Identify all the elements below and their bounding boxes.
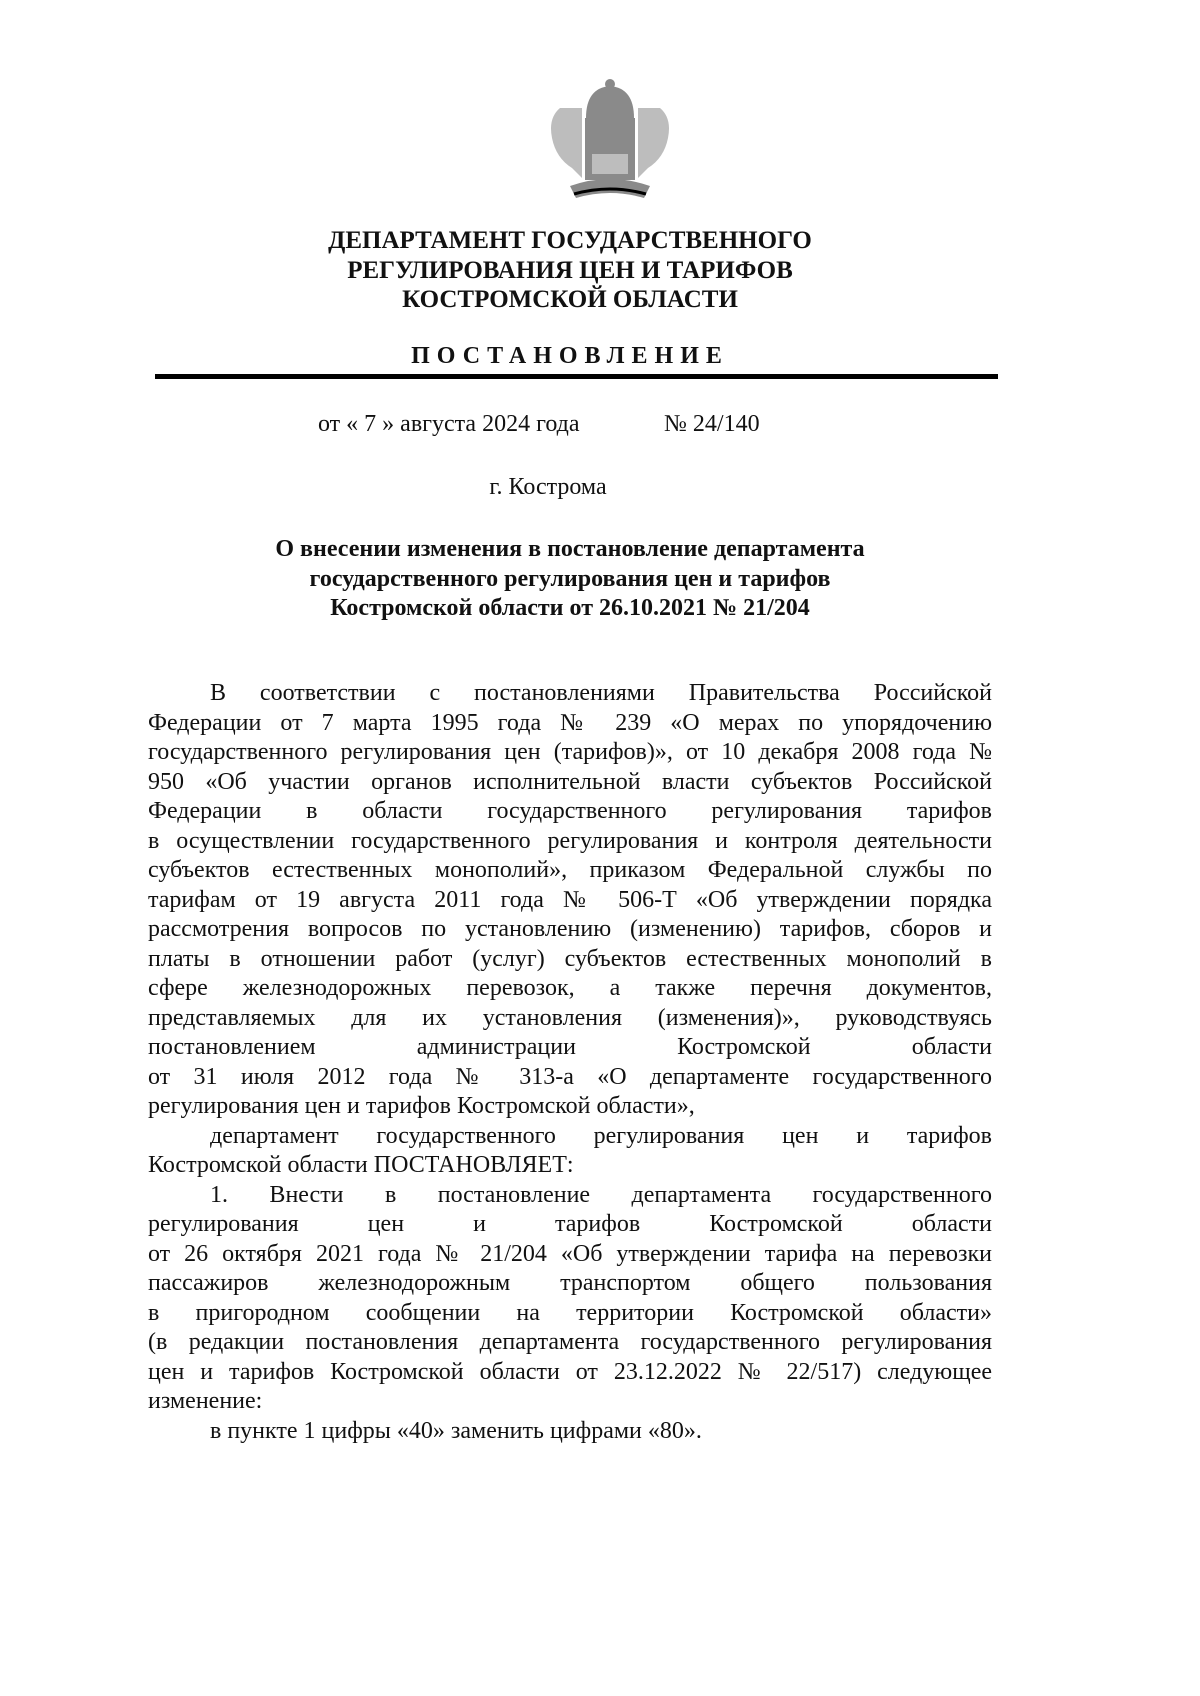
- body-line: государственного регулирования цен (тарифов)», от 10 декабря 2008 года №: [148, 739, 992, 765]
- coat-of-arms-icon: [540, 68, 680, 218]
- department-line: КОСТРОМСКОЙ ОБЛАСТИ: [402, 286, 738, 313]
- body-line: 950 «Об участии органов исполнительной власти субъектов Российской: [148, 768, 992, 795]
- document-number: № 24/140: [664, 411, 760, 437]
- body-line: в осуществлении государственного регулирования и контроля деятельности: [148, 827, 992, 854]
- document-title: [0, 535, 1140, 624]
- body-line: тарифам от 19 августа 2011 года № 506-Т «Об утверждении порядка: [148, 886, 992, 913]
- body-line: постановлением администрации Костромской области: [148, 1034, 992, 1060]
- department-line: РЕГУЛИРОВАНИЯ ЦЕН И ТАРИФОВ: [347, 256, 793, 284]
- body-line: Костромской области ПОСТАНОВЛЯЕТ:: [148, 1152, 574, 1178]
- body-line: субъектов естественных монополий», приказом Федеральной службы по: [148, 857, 992, 883]
- body-line: пассажиров железнодорожным транспортом общего пользования: [148, 1270, 992, 1296]
- document-body: [148, 679, 992, 1446]
- body-line: от 26 октября 2021 года № 21/204 «Об утверждении тарифа на перевозки: [148, 1240, 992, 1267]
- body-line: от 31 июля 2012 года № 313-а «О департаменте государственного: [148, 1063, 992, 1090]
- body-line: рассмотрения вопросов по установлению (изменению) тарифов, сборов и: [148, 916, 992, 942]
- document-city: г. Кострома: [489, 474, 607, 500]
- title-line: Костромской области от 26.10.2021 № 21/204: [330, 595, 810, 621]
- document-date: от « 7 » августа 2024 года: [318, 411, 580, 437]
- body-line: (в редакции постановления департамента государственного регулирования: [148, 1329, 992, 1355]
- header-divider: [155, 374, 998, 379]
- title-line: государственного регулирования цен и тарифов: [309, 565, 831, 592]
- body-line: в пригородном сообщении на территории Костромской области»: [148, 1299, 992, 1326]
- body-line: регулирования цен и тарифов Костромской области: [148, 1211, 992, 1237]
- department-name: [0, 226, 1140, 315]
- title-line: О внесении изменения в постановление департамента: [275, 536, 865, 562]
- body-line: сфере железнодорожных перевозок, а также перечня документов,: [148, 975, 992, 1001]
- body-line: 1. Внести в постановление департамента государственного: [210, 1181, 992, 1208]
- body-line: представляемых для их установления (изменения)», руководствуясь: [148, 1004, 992, 1031]
- body-line: регулирования цен и тарифов Костромской области»,: [148, 1093, 695, 1119]
- body-line: департамент государственного регулирования цен и тарифов: [210, 1122, 992, 1149]
- body-line: Федерации от 7 марта 1995 года № 239 «О мерах по упорядочению: [148, 709, 992, 736]
- body-line: Федерации в области государственного регулирования тарифов: [148, 798, 992, 824]
- body-line: цен и тарифов Костромской области от 23.12.2022 № 22/517) следующее: [148, 1358, 992, 1385]
- body-line: изменение:: [148, 1388, 263, 1414]
- department-line: ДЕПАРТАМЕНТ ГОСУДАРСТВЕННОГО: [328, 227, 812, 254]
- body-line: в пункте 1 цифры «40» заменить цифрами «80».: [210, 1417, 702, 1444]
- body-line: В соответствии с постановлениями Правительства Российской: [210, 680, 992, 706]
- body-line: платы в отношении работ (услуг) субъектов естественных монополий в: [148, 945, 992, 972]
- document-type: ПОСТАНОВЛЕНИЕ: [411, 343, 729, 369]
